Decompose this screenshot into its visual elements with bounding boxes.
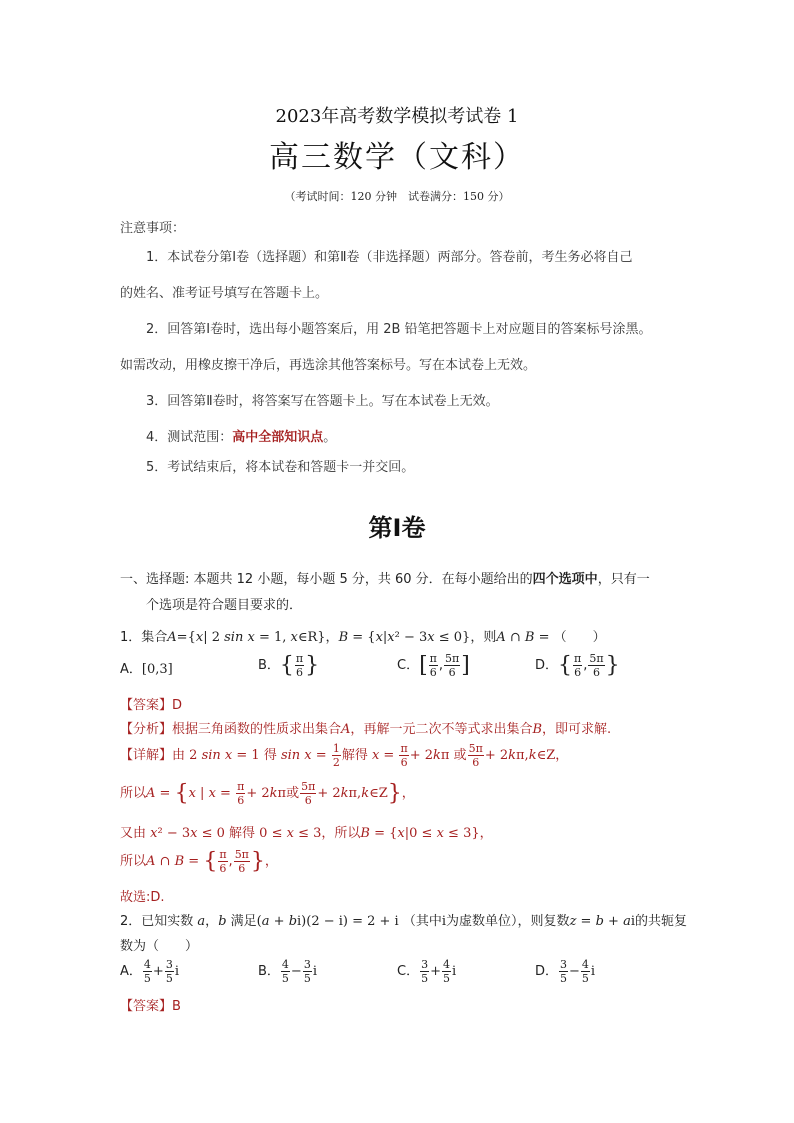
part1-emphasis: 四个选项中 (532, 572, 598, 587)
q2-stem-line2: 数为（ ） (120, 939, 199, 954)
q1-detail-line2: 所以A = {x | x = $\frac{\pi}{6}$ + 2kπ或 $\frac{5\pi}{6}$ + 2kπ,k∈Z}， (120, 780, 415, 807)
q1-analysis-tag: 【分析】 (120, 722, 173, 737)
q1-also: 又由 (120, 826, 147, 841)
q1-formula: A (167, 630, 177, 645)
section-title: 第Ⅰ卷 (368, 514, 426, 542)
note-4-highlight: 高中全部知识点 (232, 430, 324, 445)
q1-detail-line3: 又由 x² − 3x ≤ 0 解得 0 ≤ x ≤ 3，所以B = {x|0 ≤ x ≤ 3}， (120, 826, 493, 841)
part1-line2: 个选项是符合题目要求的． (146, 598, 303, 613)
q1-option-a: A．[0,3] (120, 662, 173, 677)
q1-number: 1．集合 (120, 630, 168, 645)
note-4-suffix: 。 (323, 430, 337, 445)
q1-option-b: B．{ $\frac{\pi}{6}$ } (258, 652, 320, 679)
q2-option-b: B． $\frac{4}{5}$ − $\frac{3}{5}$ i (258, 958, 317, 985)
q1-option-a-label: A． (120, 662, 142, 677)
q2-text-5: 的共轭复 (635, 914, 688, 929)
q1-detail-line4: 所以A ∩ B = { $\frac{\pi}{6}$ , $\frac{5\pi}{6}$ }， (120, 848, 278, 875)
part1-intro-end: ，只有一 (597, 572, 650, 587)
q1-detail-tag: 【详解】 (120, 748, 173, 763)
q2-answer: 【答案】B (120, 999, 181, 1014)
q1-so-a: 所以 (120, 786, 147, 801)
q2-option-d-label: D． (535, 964, 559, 979)
note-5: 5．考试结束后，将本试卷和答题卡一并交回。 (146, 460, 415, 475)
q2-text-4: 为虚数单位），则复数 (446, 914, 570, 929)
q1-option-d-label: D． (535, 658, 559, 673)
note-1a: 1．本试卷分第Ⅰ卷（选择题）和第Ⅱ卷（非选择题）两部分。答卷前，考生务必将自己 (146, 250, 633, 265)
q1-option-c-label: C． (397, 658, 420, 673)
part1-line1 (120, 568, 650, 587)
exam-subtitle: 高三数学（文科） (269, 140, 525, 175)
note-1b: 的姓名、准考证号填写在答题卡上。 (120, 286, 329, 301)
q2-option-c-label: C． (397, 964, 420, 979)
q2-option-a-label: A． (120, 964, 142, 979)
q1-final: 故选:D. (120, 890, 165, 905)
q2-option-b-label: B． (258, 964, 280, 979)
note-3: 3．回答第Ⅱ卷时，将答案写在答题卡上。写在本试卷上无效。 (146, 394, 499, 409)
q2-option-d: D． $\frac{3}{5}$ − $\frac{4}{5}$ i (535, 958, 596, 985)
q1-option-d: D．{ $\frac{\pi}{6}$ , $\frac{5\pi}{6}$ } (535, 652, 620, 679)
q2-stem-line1: 2．已知实数 a，b 满足(a + bi)(2 − i) = 2 + i （其中i为虚数单位），则复数z = b + ai的共轭复 (120, 914, 688, 929)
q2-option-a: A． $\frac{4}{5}$ + $\frac{3}{5}$ i (120, 958, 179, 985)
note-2a: 2．回答第Ⅰ卷时，选出每小题答案后，用 2B 铅笔把答题卡上对应题目的答案标号涂黑。 (146, 322, 652, 337)
q1-analysis: 【分析】根据三角函数的性质求出集合A，再解一元二次不等式求出集合B，即可求解. (120, 722, 612, 737)
q2-text-3: （其中 (402, 914, 442, 929)
note-4-prefix: 4．测试范围： (146, 430, 233, 445)
part1-intro: 一、选择题: 本题共 12 小题，每小题 5 分，共 60 分．在每小题给出的 (120, 572, 533, 587)
q1-analysis-text-2: 再解一元二次不等式求出集合 (363, 722, 533, 737)
q1-option-b-label: B． (258, 658, 280, 673)
note-2b: 如需改动，用橡皮擦干净后，再选涂其他答案标号。写在本试卷上无效。 (120, 358, 537, 373)
q1-option-c: C．[ $\frac{\pi}{6}$ , $\frac{5\pi}{6}$ ] (397, 652, 470, 679)
q2-text-1: 2．已知实数 (120, 914, 194, 929)
exam-meta: （考试时间：120 分钟 试卷满分：150 分） (284, 190, 510, 203)
q1-so-ab: 所以 (120, 854, 147, 869)
q1-analysis-text-3: ，即可求解. (542, 722, 612, 737)
q2-text-2: 满足 (230, 914, 257, 929)
q1-analysis-text: 根据三角函数的性质求出集合 (172, 722, 342, 737)
note-4 (146, 426, 336, 445)
q1-answer: 【答案】D (120, 698, 183, 713)
q1-detail-line1: 【详解】由 2 sin x = 1 得 sin x = $\frac{1}{2}$ 解得 x = $\frac{\pi}{6}$ + 2kπ 或 $\frac{5\pi}{6}$ + 2kπ,k∈Z， (120, 742, 569, 769)
notes-heading: 注意事项： (120, 221, 186, 236)
q1-stem: 1．集合A={x| 2 sin x = 1, x∈R}，B = {x|x² − 3x ≤ 0}，则A ∩ B = （ ） (120, 630, 606, 645)
exam-title: 2023年高考数学模拟考试卷 1 (275, 106, 519, 127)
q2-option-c: C． $\frac{3}{5}$ + $\frac{4}{5}$ i (397, 958, 457, 985)
